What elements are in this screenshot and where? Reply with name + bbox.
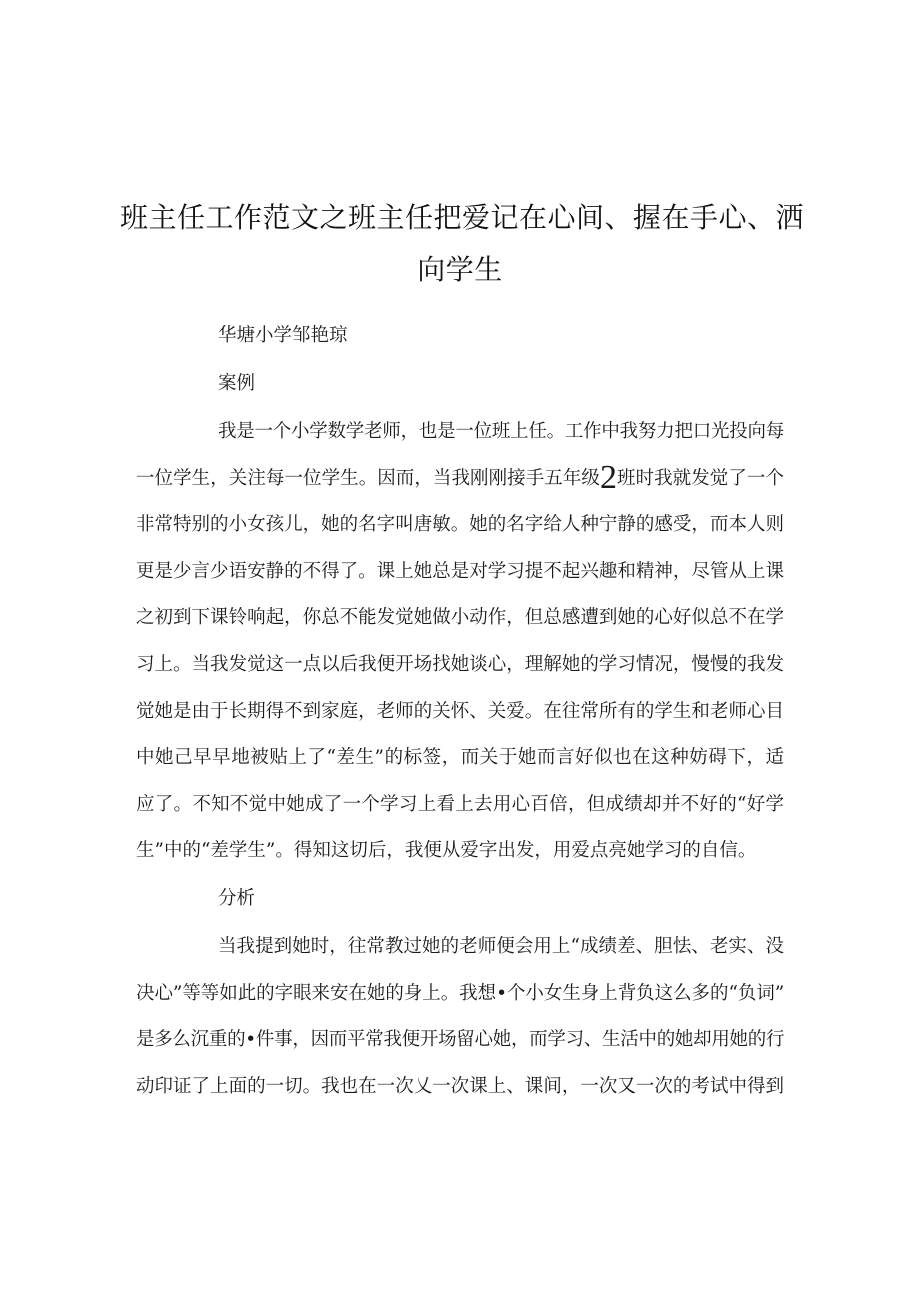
case-line-2-a: 一位学生，关注每一位学生。因而，当我刚刚接手五年级 xyxy=(136,467,600,489)
case-line-5: 之初到下课铃响起，你总不能发觉她做小动作，但总感遭到她的心好似总不在学 xyxy=(136,607,784,629)
analysis-paragraph xyxy=(136,924,784,1110)
document-title xyxy=(120,192,805,296)
case-line-4: 更是少言少语安静的不得了。课上她总是对学习提不起兴趣和精神，尽管从上课 xyxy=(136,560,784,582)
author-line: 华塘小学邹艳琼 xyxy=(218,325,348,346)
case-line-7: 觉她是由于长期得不到家庭，老师的关怀、关爱。在往常所有的学生和老师心目 xyxy=(136,700,784,722)
case-line-2 xyxy=(136,456,784,503)
case-paragraph xyxy=(136,409,784,875)
case-line-2-b: 班时我就发觉了一个 xyxy=(616,467,784,489)
case-line-10: 生”中的“差学生”。得知这切后，我便从爱字出发，用爱点亮她学习的自信。 xyxy=(136,840,757,862)
case-line-3: 非常特别的小女孩儿，她的名字叫唐敏。她的名字给人种宁静的感受，而本人则 xyxy=(136,514,784,536)
title-line-2: 向学生 xyxy=(417,253,503,286)
analysis-line-1: 当我提到她时，往常教过她的老师便会用上“成绩差、胆怯、老实、没 xyxy=(218,936,784,957)
case-line-1: 我是一个小学数学老师，也是一位班上任。工作中我努力把口光投向每 xyxy=(218,421,784,442)
analysis-line-3: 是多么沉重的•件事，因而平常我便开场留心她，而学习、生活中的她却用她的行 xyxy=(136,1029,784,1051)
class-number: 2 xyxy=(599,458,617,496)
analysis-line-4: 动印证了上面的一切。我也在一次乂一次课上、课间，一次又一次的考试中得到 xyxy=(136,1075,784,1097)
case-line-6: 习上。当我发觉这一点以后我便开场找她谈心，理解她的学习情况，慢慢的我发 xyxy=(136,653,784,675)
case-line-9: 应了。不知不觉中她成了一个学习上看上去用心百倍，但成绩却并不好的“好学 xyxy=(136,793,784,815)
section-heading-analysis: 分析 xyxy=(218,888,256,909)
case-line-8: 中她己早早地被贴上了“差生”的标签，而关于她而言好似也在这种妨碍下，适 xyxy=(136,747,784,769)
section-heading-case: 案例 xyxy=(218,373,256,394)
title-line-1: 班主任工作范文之班主任把爱记在心间、握在手心、洒 xyxy=(120,201,805,234)
analysis-line-2: 决心”等等如此的字眼来安在她的身上。我想•个小女生身上背负这么多的“负词” xyxy=(136,982,784,1004)
